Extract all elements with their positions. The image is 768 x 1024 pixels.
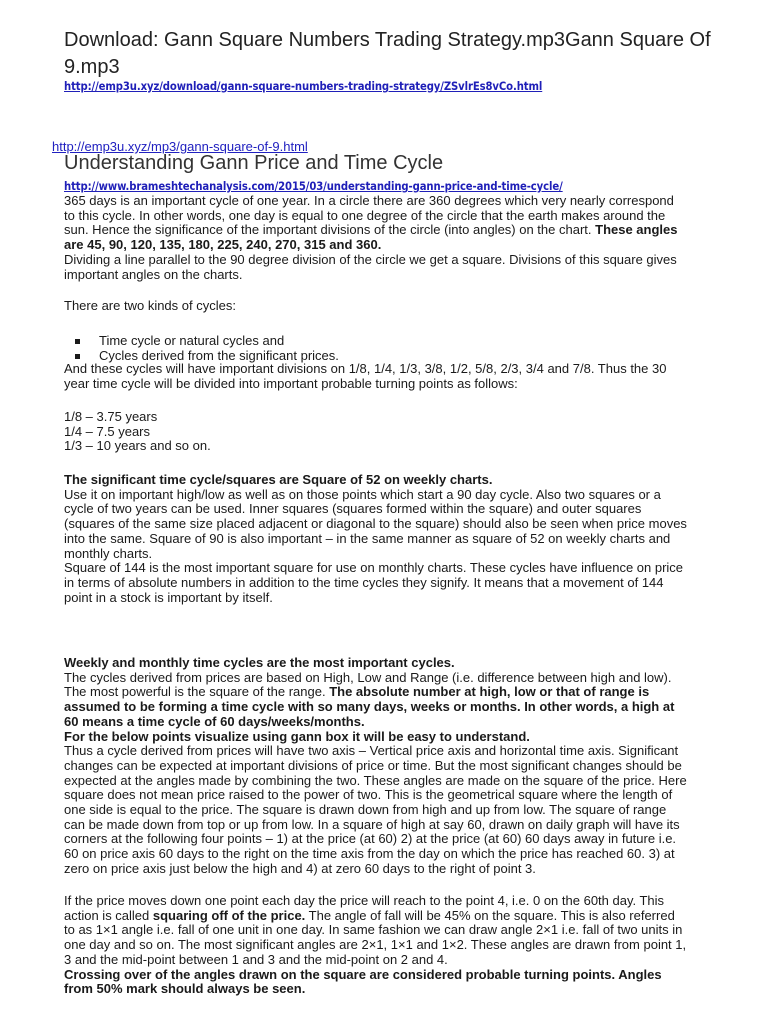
text-line: one day and so on. The most significant angles are 2×1, 1×1 and 1×2. These angles are drawn from point 1, [64, 937, 687, 953]
bold-text: For the below points visualize using gann box it will be easy to understand. [64, 728, 530, 744]
download-title-line-1: Download: Gann Square Numbers Trading Strategy.mp3Gann Square Of [64, 29, 711, 51]
text-line: cycle of two years can be used. Inner squares (squares formed within the square) and outer squares [64, 501, 642, 517]
mp3-link[interactable]: http://emp3u.xyz/mp3/gann-square-of-9.html [52, 139, 308, 154]
bullet-icon [75, 354, 80, 359]
section-heading [64, 473, 724, 488]
text-line: And these cycles will have important divisions on 1/8, 1/4, 1/3, 3/8, 1/2, 5/8, 2/3, 3/4 and 7/8. Thus the 30 [64, 361, 667, 376]
source-link[interactable]: http://www.brameshtechanalysis.com/2015/03/understanding-gann-price-and-time-cycle/ [64, 180, 563, 193]
text-line [64, 909, 724, 924]
text-line: into the same. Square of 90 is also important – in the same manner as square of 52 on weekly charts and [64, 530, 671, 546]
bold-text: squaring off of the price. [152, 907, 306, 923]
bold-text: The absolute number at high, low or that of range is [325, 684, 650, 700]
text-line [64, 700, 724, 715]
text-line: 3 and the mid-point between 1 and 3 and the mid-point on 2 and 4. [64, 951, 448, 967]
text-span: The most powerful is the square of the range. [64, 684, 326, 700]
bold-text: Crossing over of the angles drawn on the square are considered probable turning points. Angles [64, 966, 662, 982]
text-line: expected at the angles made by combining the two. These angles are made on the square of the price. Here [64, 772, 687, 788]
text-line [64, 968, 724, 983]
text-line: 60 on price axis 60 days to the right on the time axis from the day on which the price has reached 60. 3) at [64, 846, 675, 862]
bold-text: assumed to be forming a time cycle with so many days, weeks or months. In other words, a high at [64, 699, 675, 715]
text-line: Dividing a line parallel to the 90 degree division of the circle we get a square. Divisions of this square gives [64, 251, 677, 267]
text-line [64, 223, 724, 238]
bullet-icon [75, 339, 80, 344]
text-line: monthly charts. [64, 545, 153, 561]
text-line [64, 730, 724, 745]
text-line: Thus a cycle derived from prices will have two axis – Vertical price axis and horizontal time axis. Significant [64, 743, 679, 759]
text-line: The cycles derived from prices are based on High, Low and Range (i.e. difference between high and low). [64, 669, 672, 685]
list-item-text: Time cycle or natural cycles and [99, 333, 285, 348]
download-title-line-2: 9.mp3 [64, 56, 120, 78]
paragraph-divisions [64, 362, 724, 391]
bold-text: 60 means a time cycle of 60 days/weeks/months. [64, 713, 365, 729]
section-heading [64, 656, 724, 671]
text-line: can be made down from top or up from low. In a square of high at say 60, drawn on daily graph will have its [64, 816, 680, 832]
text-line [64, 238, 724, 253]
list-item [64, 334, 664, 349]
fraction-line: 1/4 – 7.5 years [64, 423, 150, 439]
article-title: Understanding Gann Price and Time Cycle [64, 152, 444, 174]
text-line: to this cycle. In other words, one day is equal to one degree of the circle that the earth makes around the [64, 207, 666, 223]
text-line: (squares of the same size placed adjacent or diagonal to the square) should also be seen when price moves [64, 516, 687, 532]
text-line: corners at the following four points – 1) at the price (at 60) 2) at the price (at 60) 60 days away in future i.e. [64, 831, 677, 847]
bold-text: are 45, 90, 120, 135, 180, 225, 240, 270, 315 and 360. [64, 237, 382, 253]
text-span: The angle of fall will be 45% on the square. This is also referred [305, 907, 675, 923]
text-line: important angles on the charts. [64, 266, 243, 282]
list-item-text: Cycles derived from the significant prices. [99, 347, 339, 363]
fraction-list [64, 410, 724, 454]
text-line: If the price moves down one point each day the price will reach to the point 4, i.e. 0 on the 60th day. This [64, 893, 665, 908]
text-span: sun. Hence the significance of the important divisions of the circle (into angles) on the chart. [64, 222, 592, 238]
text-line: changes can be expected at important divisions of price or time. But the most significant changes should be [64, 757, 682, 773]
paragraph-angles [64, 194, 724, 282]
text-span: action is called [64, 907, 153, 923]
text-line: Square of 144 is the most important square for use on monthly charts. These cycles have influence on price [64, 560, 684, 576]
text-line: square does not mean price raised to the power of two. This is the geometrical square where the length of [64, 787, 673, 803]
fraction-line: 1/8 – 3.75 years [64, 409, 158, 424]
text-line: point in a stock is important by itself. [64, 589, 273, 605]
paragraph-squaring-off [64, 894, 724, 997]
text-line [64, 685, 724, 700]
download-title [64, 27, 744, 81]
bold-text: from 50% mark should always be seen. [64, 981, 306, 997]
text-line: 365 days is an important cycle of one year. In a circle there are 360 degrees which very nearly correspond [64, 193, 674, 208]
text-line [64, 982, 724, 997]
paragraph-weekly-monthly [64, 656, 724, 877]
text-line: one side is equal to the price. The square is drawn down from high and up from low. The square of range [64, 802, 667, 818]
fraction-line: 1/3 – 10 years and so on. [64, 438, 211, 454]
bold-text: The significant time cycle/squares are Square of 52 on weekly charts. [64, 472, 493, 487]
text-line: year time cycle will be divided into important probable turning points as follows: [64, 375, 518, 391]
text-line: in terms of absolute numbers in addition to the time cycles they signify. It means that a movement of 144 [64, 574, 664, 590]
bold-text: These angles [591, 222, 678, 238]
text-line [64, 715, 724, 730]
download-link[interactable]: http://emp3u.xyz/download/gann-square-numbers-trading-strategy/ZSvlrEs8vCo.html [64, 80, 543, 93]
bold-text: Weekly and monthly time cycles are the most important cycles. [64, 655, 455, 670]
text-line: zero on price axis just below the high and 4) at zero 60 days to the right of point 3. [64, 860, 536, 876]
text-line: Use it on important high/low as well as on those points which start a 90 day cycle. Also two squares or a [64, 486, 661, 502]
paragraph-kinds-of-cycles: There are two kinds of cycles: [64, 298, 236, 313]
paragraph-square-52 [64, 473, 724, 605]
cycle-list [64, 334, 664, 363]
text-line: to as 1×1 angle i.e. fall of one unit in one day. In same fashion we can draw angle 2×1 i.e. fall of two units in [64, 922, 683, 938]
